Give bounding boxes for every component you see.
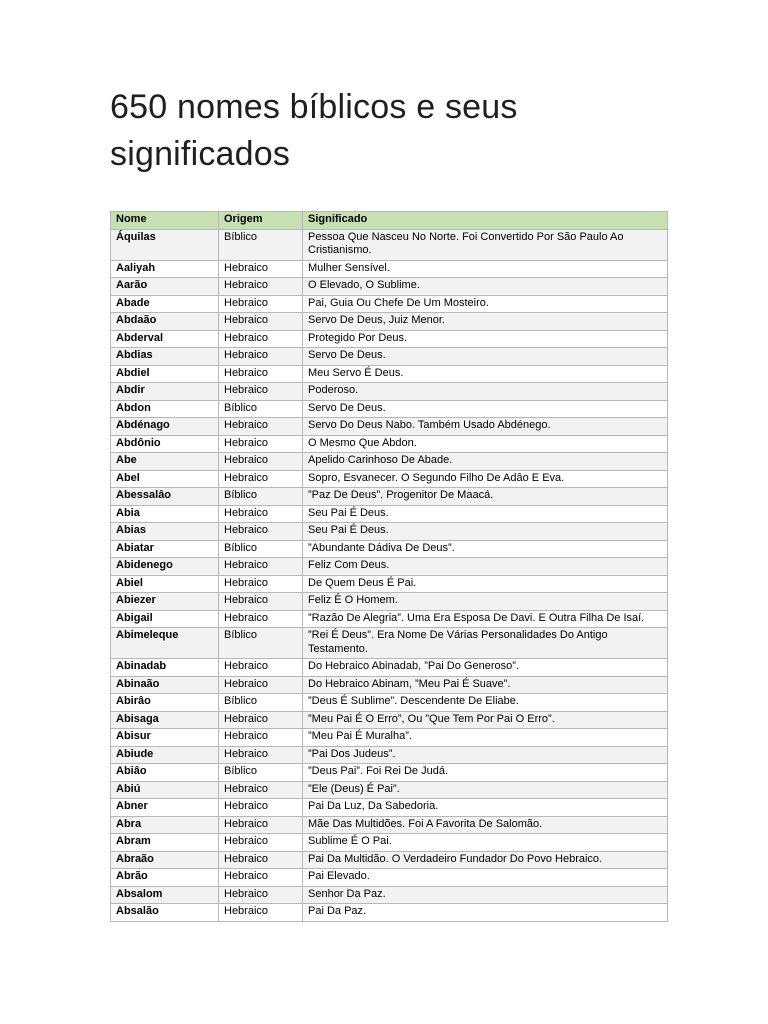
table-row (111, 348, 668, 366)
table-row (111, 869, 668, 887)
cell-origem: Hebraico (219, 676, 303, 694)
cell-origem: Hebraico (219, 278, 303, 296)
cell-significado: Do Hebraico Abinam, ”Meu Pai É Suave”. (303, 676, 668, 694)
cell-significado: Protegido Por Deus. (303, 330, 668, 348)
cell-significado: Servo De Deus. (303, 400, 668, 418)
table-row (111, 488, 668, 506)
table-row (111, 400, 668, 418)
table-row (111, 799, 668, 817)
cell-significado: ”Deus Pai”. Foi Rei De Judá. (303, 764, 668, 782)
table-row (111, 816, 668, 834)
cell-origem: Hebraico (219, 610, 303, 628)
table-row (111, 781, 668, 799)
table-row (111, 746, 668, 764)
cell-nome: Abdaão (111, 313, 219, 331)
table-row (111, 330, 668, 348)
table-row (111, 904, 668, 922)
cell-nome: Abdias (111, 348, 219, 366)
table-row (111, 418, 668, 436)
table-row (111, 610, 668, 628)
cell-origem: Hebraico (219, 418, 303, 436)
cell-origem: Hebraico (219, 435, 303, 453)
table-row (111, 470, 668, 488)
page-title: 650 nomes bíblicos e seus significados (110, 88, 518, 173)
table-row (111, 729, 668, 747)
cell-origem: Hebraico (219, 558, 303, 576)
cell-origem: Bíblico (219, 229, 303, 260)
table-row (111, 260, 668, 278)
cell-nome: Abade (111, 295, 219, 313)
cell-nome: Abiude (111, 746, 219, 764)
table-header-row (111, 212, 668, 230)
table-row (111, 558, 668, 576)
cell-nome: Absalão (111, 904, 219, 922)
cell-nome: Abraão (111, 851, 219, 869)
table-row (111, 313, 668, 331)
cell-significado: Sublime É O Pai. (303, 834, 668, 852)
table-row (111, 764, 668, 782)
table-row (111, 383, 668, 401)
cell-origem: Hebraico (219, 781, 303, 799)
cell-significado: ”Ele (Deus) É Pai”. (303, 781, 668, 799)
cell-significado: Poderoso. (303, 383, 668, 401)
cell-nome: Abdiel (111, 365, 219, 383)
cell-nome: Abisaga (111, 711, 219, 729)
cell-origem: Hebraico (219, 295, 303, 313)
cell-significado: ”Meu Pai É O Erro”, Ou ”Que Tem Por Pai O Erro”. (303, 711, 668, 729)
cell-origem: Hebraico (219, 383, 303, 401)
table-row (111, 435, 668, 453)
cell-significado: Pai Da Luz, Da Sabedoria. (303, 799, 668, 817)
cell-nome: Abinadab (111, 659, 219, 677)
table-row (111, 659, 668, 677)
cell-significado: Pessoa Que Nasceu No Norte. Foi Convertido Por São Paulo Ao Cristianismo. (303, 229, 668, 260)
table-row (111, 575, 668, 593)
cell-significado: Pai Da Paz. (303, 904, 668, 922)
cell-origem: Hebraico (219, 313, 303, 331)
cell-significado: Senhor Da Paz. (303, 886, 668, 904)
cell-nome: Abiezer (111, 593, 219, 611)
table-row (111, 540, 668, 558)
cell-significado: Meu Servo É Deus. (303, 365, 668, 383)
cell-origem: Hebraico (219, 260, 303, 278)
cell-nome: Abderval (111, 330, 219, 348)
cell-origem: Hebraico (219, 746, 303, 764)
cell-origem: Hebraico (219, 470, 303, 488)
column-header-nome: Nome (111, 212, 219, 230)
cell-origem: Hebraico (219, 851, 303, 869)
cell-nome: Abimeleque (111, 628, 219, 659)
cell-significado: ”Rei É Deus”. Era Nome De Várias Personalidades Do Antigo Testamento. (303, 628, 668, 659)
cell-nome: Abisur (111, 729, 219, 747)
cell-significado: Seu Pai É Deus. (303, 523, 668, 541)
cell-nome: Abidenego (111, 558, 219, 576)
cell-nome: Abe (111, 453, 219, 471)
cell-significado: Feliz É O Homem. (303, 593, 668, 611)
cell-origem: Bíblico (219, 488, 303, 506)
cell-origem: Hebraico (219, 505, 303, 523)
cell-significado: ”Paz De Deus”. Progenitor De Maacá. (303, 488, 668, 506)
cell-significado: Pai, Guia Ou Chefe De Um Mosteiro. (303, 295, 668, 313)
cell-origem: Hebraico (219, 711, 303, 729)
cell-origem: Hebraico (219, 453, 303, 471)
cell-origem: Hebraico (219, 593, 303, 611)
cell-nome: Abias (111, 523, 219, 541)
cell-origem: Hebraico (219, 365, 303, 383)
cell-origem: Bíblico (219, 540, 303, 558)
cell-significado: ”Deus É Sublime”. Descendente De Eliabe. (303, 694, 668, 712)
cell-origem: Bíblico (219, 400, 303, 418)
table-row (111, 453, 668, 471)
cell-significado: Feliz Com Deus. (303, 558, 668, 576)
cell-significado: Pai Elevado. (303, 869, 668, 887)
cell-significado: O Elevado, O Sublime. (303, 278, 668, 296)
cell-significado: ”Razão De Alegria”. Uma Era Esposa De Davi. E Outra Filha De Isaí. (303, 610, 668, 628)
cell-origem: Hebraico (219, 834, 303, 852)
cell-nome: Abdir (111, 383, 219, 401)
cell-significado: Mãe Das Multidões. Foi A Favorita De Salomão. (303, 816, 668, 834)
table-row (111, 365, 668, 383)
table-row (111, 523, 668, 541)
cell-origem: Hebraico (219, 523, 303, 541)
cell-origem: Hebraico (219, 886, 303, 904)
cell-origem: Hebraico (219, 348, 303, 366)
cell-origem: Hebraico (219, 869, 303, 887)
column-header-origem: Origem (219, 212, 303, 230)
cell-origem: Hebraico (219, 904, 303, 922)
cell-significado: Mulher Sensível. (303, 260, 668, 278)
cell-significado: Apelido Carinhoso De Abade. (303, 453, 668, 471)
cell-origem: Hebraico (219, 330, 303, 348)
table-row (111, 834, 668, 852)
cell-significado: ”Pai Dos Judeus”. (303, 746, 668, 764)
table-row (111, 711, 668, 729)
cell-significado: O Mesmo Que Abdon. (303, 435, 668, 453)
cell-nome: Abiú (111, 781, 219, 799)
cell-significado: ”Meu Pai É Muralha”. (303, 729, 668, 747)
cell-origem: Bíblico (219, 694, 303, 712)
cell-nome: Abrão (111, 869, 219, 887)
table-row (111, 278, 668, 296)
cell-nome: Abner (111, 799, 219, 817)
cell-nome: Abirâo (111, 694, 219, 712)
names-table (110, 211, 668, 922)
cell-nome: Abdônio (111, 435, 219, 453)
table-row (111, 593, 668, 611)
cell-significado: De Quem Deus É Pai. (303, 575, 668, 593)
table-row (111, 676, 668, 694)
cell-nome: Abiel (111, 575, 219, 593)
cell-nome: Abiatar (111, 540, 219, 558)
cell-origem: Bíblico (219, 764, 303, 782)
cell-origem: Hebraico (219, 575, 303, 593)
cell-nome: Absalom (111, 886, 219, 904)
cell-significado: Sopro, Esvanecer. O Segundo Filho De Adâo E Eva. (303, 470, 668, 488)
cell-significado: Servo De Deus, Juiz Menor. (303, 313, 668, 331)
cell-nome: Abel (111, 470, 219, 488)
cell-nome: Abdénago (111, 418, 219, 436)
table-body (111, 229, 668, 921)
cell-significado: Pai Da Multidão. O Verdadeiro Fundador Do Povo Hebraico. (303, 851, 668, 869)
cell-origem: Hebraico (219, 659, 303, 677)
cell-significado: Seu Pai É Deus. (303, 505, 668, 523)
cell-origem: Hebraico (219, 816, 303, 834)
table-row (111, 628, 668, 659)
cell-nome: Abiâo (111, 764, 219, 782)
cell-nome: Aarão (111, 278, 219, 296)
table-row (111, 851, 668, 869)
table-row (111, 694, 668, 712)
cell-significado: ”Abundante Dádiva De Deus”. (303, 540, 668, 558)
cell-nome: Aaliyah (111, 260, 219, 278)
cell-nome: Abessalâo (111, 488, 219, 506)
cell-nome: Abia (111, 505, 219, 523)
column-header-significado: Significado (303, 212, 668, 230)
table-header (111, 212, 668, 230)
cell-nome: Abdon (111, 400, 219, 418)
cell-significado: Do Hebraico Abinadab, ”Pai Do Generoso”. (303, 659, 668, 677)
cell-nome: Áquilas (111, 229, 219, 260)
cell-nome: Abra (111, 816, 219, 834)
cell-significado: Servo De Deus. (303, 348, 668, 366)
table-row (111, 295, 668, 313)
cell-nome: Abram (111, 834, 219, 852)
table-row (111, 886, 668, 904)
cell-origem: Hebraico (219, 729, 303, 747)
cell-significado: Servo Do Deus Nabo. Também Usado Abdénego. (303, 418, 668, 436)
table-row (111, 505, 668, 523)
cell-origem: Hebraico (219, 799, 303, 817)
cell-origem: Bíblico (219, 628, 303, 659)
table-row (111, 229, 668, 260)
cell-nome: Abinaão (111, 676, 219, 694)
cell-nome: Abigail (111, 610, 219, 628)
